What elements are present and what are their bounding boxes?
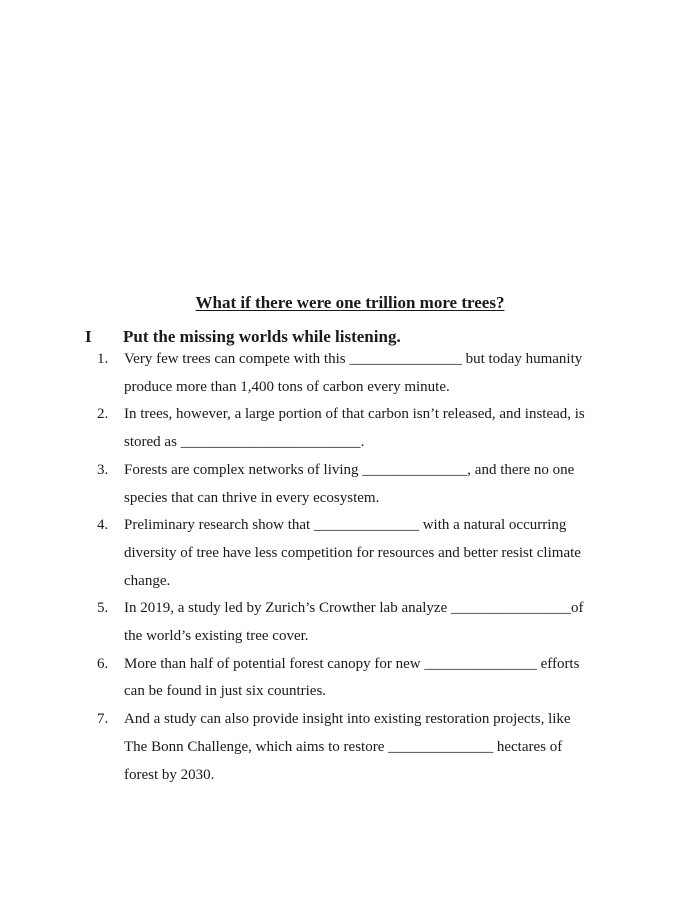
question-item <box>97 401 627 456</box>
question-line: stored as ________________________. <box>124 434 365 451</box>
question-number: 5. <box>97 600 109 617</box>
question-item <box>97 512 627 595</box>
question-line: More than half of potential forest canopy for new _______________ efforts <box>124 655 580 672</box>
question-item <box>97 706 627 789</box>
question-line: Forests are complex networks of living ______________, and there no one <box>124 461 575 478</box>
question-line: species that can thrive in every ecosystem. <box>124 489 380 506</box>
question-line: produce more than 1,400 tons of carbon every minute. <box>124 378 450 395</box>
section-instruction: Put the missing worlds while listening. <box>123 327 401 346</box>
question-line: diversity of tree have less competition for resources and better resist climate <box>124 544 581 561</box>
question-number: 4. <box>97 517 109 534</box>
question-line: Very few trees can compete with this _______________ but today humanity <box>124 351 583 367</box>
question-line: forest by 2030. <box>124 766 215 783</box>
worksheet-title: What if there were one trillion more trees? <box>195 293 505 312</box>
section-heading <box>85 327 401 347</box>
question-item <box>97 457 627 512</box>
question-line: can be found in just six countries. <box>124 683 327 700</box>
question-number: 3. <box>97 461 109 478</box>
question-number: 7. <box>97 711 109 728</box>
question-line: In trees, however, a large portion of that carbon isn’t released, and instead, is <box>124 406 585 423</box>
question-list <box>97 346 627 789</box>
question-item <box>97 346 627 401</box>
question-line: The Bonn Challenge, which aims to restore ______________ hectares of <box>124 738 563 755</box>
question-number: 6. <box>97 655 109 672</box>
question-line: And a study can also provide insight into existing restoration projects, like <box>124 711 571 728</box>
question-line: In 2019, a study led by Zurich’s Crowther lab analyze ________________of <box>124 600 584 617</box>
question-number: 2. <box>97 406 109 423</box>
question-item <box>97 651 627 706</box>
question-number: 1. <box>97 351 109 367</box>
question-line: the world’s existing tree cover. <box>124 628 309 645</box>
question-line: Preliminary research show that ______________ with a natural occurring <box>124 517 567 534</box>
question-item <box>97 595 627 650</box>
question-line: change. <box>124 572 171 589</box>
section-number: I <box>85 327 92 346</box>
